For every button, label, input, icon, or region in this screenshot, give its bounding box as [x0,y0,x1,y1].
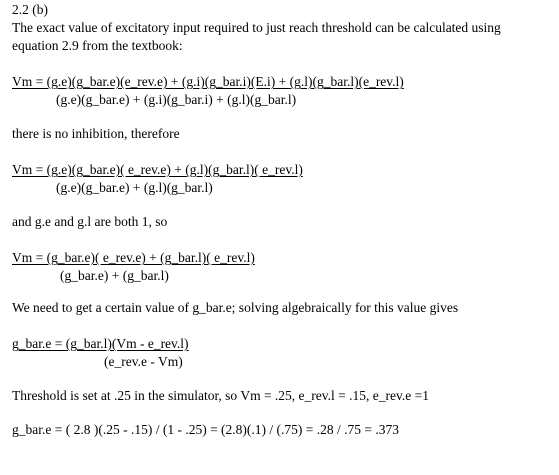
equation-2-numerator-text: Vm = (g.e)(g_bar.e)( e_rev.e) + (g.l)(g_bar.l)( e_rev.l) [12,162,303,177]
conductance-note: and g.e and g.l are both 1, so [12,214,168,229]
equation-2-numerator [12,162,303,178]
intro-text-line-1: The exact value of excitatory input required to just reach threshold can be calculated using [12,20,501,35]
intro-text-line-2: equation 2.9 from the textbook: [12,38,183,53]
no-inhibition-text: there is no inhibition, therefore [12,126,180,141]
equation-2-denominator: (g.e)(g_bar.e) + (g.l)(g_bar.l) [56,180,213,195]
threshold-text: Threshold is set at .25 in the simulator, so Vm = .25, e_rev.l = .15, e_rev.e =1 [12,388,429,403]
solve-text: We need to get a certain value of g_bar.e; solving algebraically for this value gives [12,300,459,315]
equation-3-denominator: (g_bar.e) + (g_bar.l) [60,268,169,283]
equation-4-numerator-text: g_bar.e = (g_bar.l)(Vm - e_rev.l) [12,336,189,351]
equation-1-numerator [12,74,404,90]
equation-1-denominator: (g.e)(g_bar.e) + (g.i)(g_bar.i) + (g.l)(g_bar.l) [56,92,297,107]
equation-3-numerator [12,250,255,266]
final-calculation: g_bar.e = ( 2.8 )(.25 - .15) / (1 - .25) = (2.8)(.1) / (.75) = .28 / .75 = .373 [12,422,400,437]
equation-4-denominator: (e_rev.e - Vm) [104,354,183,369]
equation-3-numerator-text: Vm = (g_bar.e)( e_rev.e) + (g_bar.l)( e_rev.l) [12,250,255,265]
equation-4-numerator [12,336,189,352]
section-heading: 2.2 (b) [12,2,48,17]
equation-1-numerator-text: Vm = (g.e)(g_bar.e)(e_rev.e) + (g.i)(g_bar.i)(E.i) + (g.l)(g_bar.l)(e_rev.l) [12,74,404,89]
